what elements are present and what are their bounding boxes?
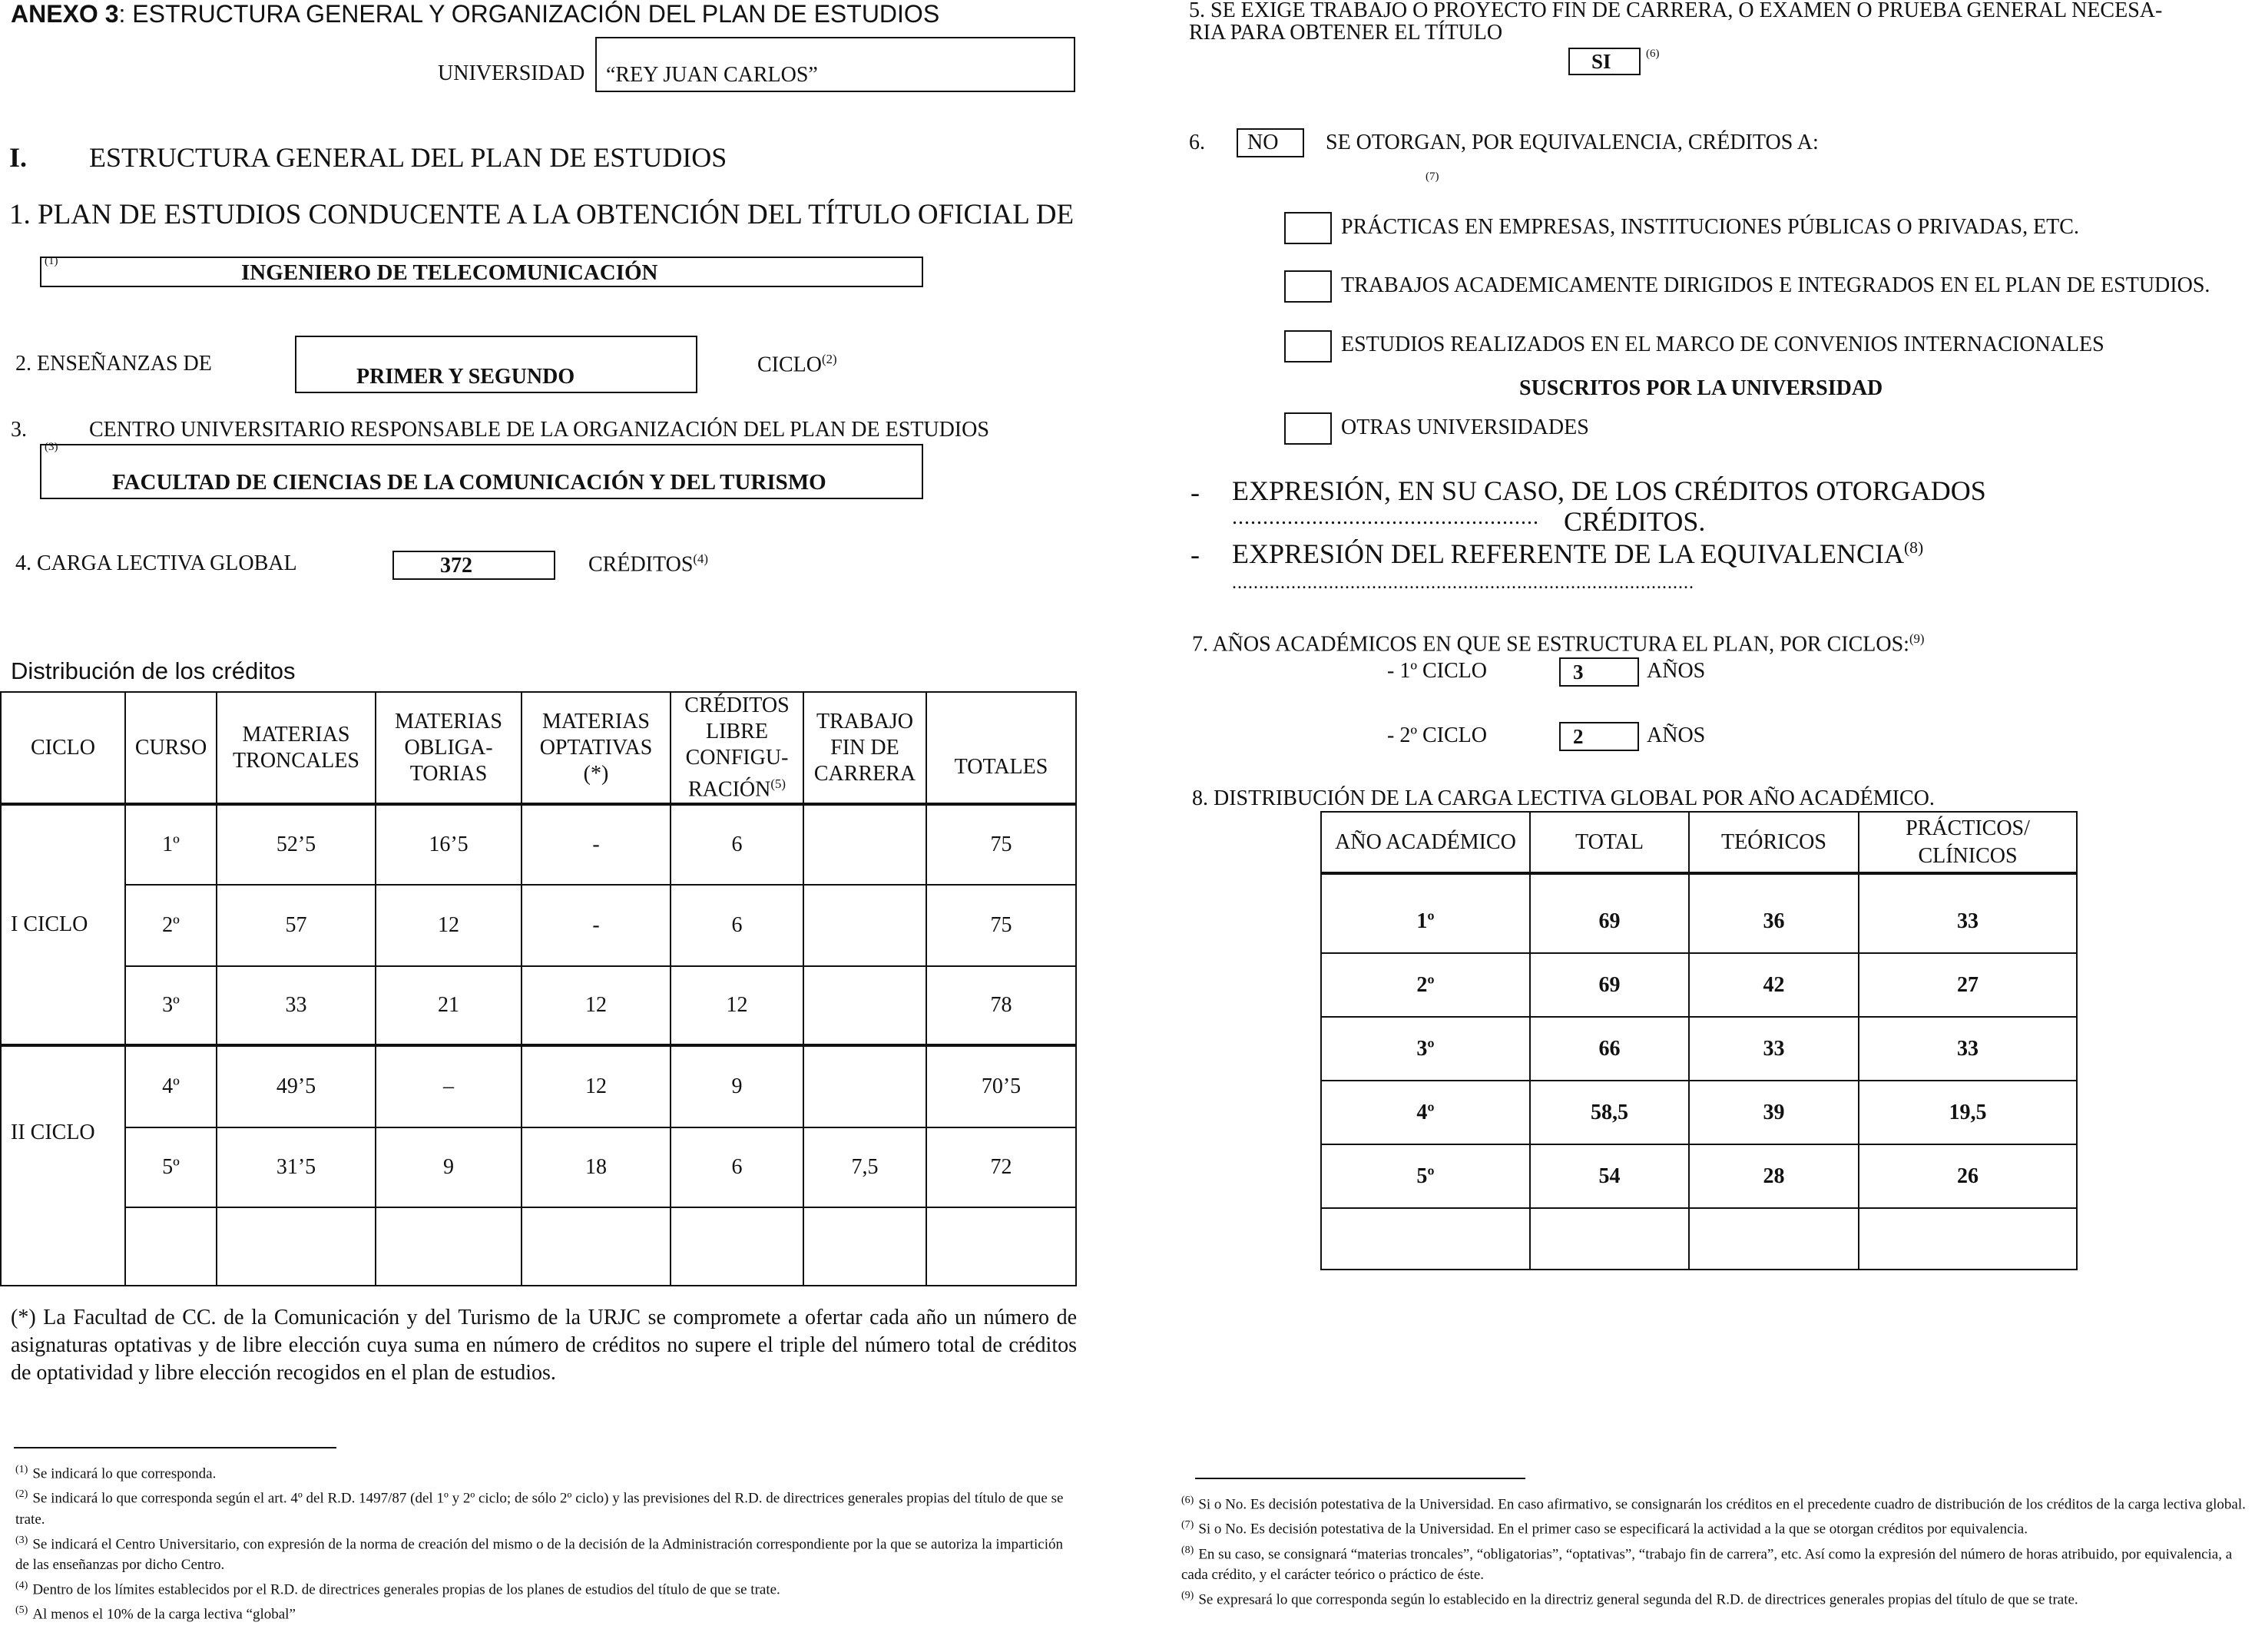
item7-label <box>1192 631 1925 657</box>
option-otras-universidades: OTRAS UNIVERSIDADES <box>1341 415 1589 439</box>
footnote-item: $^{(1)}$ Se indicará lo que corresponda. <box>15 1464 217 1482</box>
row4-totales: 70’5 <box>926 1045 1076 1127</box>
expr1-text: EXPRESIÓN, EN SU CASO, DE LOS CRÉDITOS OTORGADOS <box>1232 475 1986 506</box>
item2-note: (2) <box>822 352 837 366</box>
header-ciclo: CICLO <box>1 692 125 804</box>
table-row <box>1 1045 1076 1127</box>
year2-ano: 2º <box>1321 953 1530 1017</box>
year4-practicos: 19,5 <box>1859 1081 2077 1144</box>
year4-total: 58,5 <box>1530 1081 1689 1144</box>
year4-ano: 4º <box>1321 1081 1530 1144</box>
row1-curso: 1º <box>125 804 217 885</box>
year4-teoricos: 39 <box>1689 1081 1859 1144</box>
year2-teoricos: 42 <box>1689 953 1859 1017</box>
row5-totales: 72 <box>926 1127 1076 1207</box>
table-row <box>1 885 1076 966</box>
footnote-item: $^{(6)}$ Si o No. Es decisión potestativa de la Universidad. En caso afirmativo, se consignarán los créditos en el precedente cuadro de distribución de los créditos de la carga lectiva global. <box>1181 1495 2246 1513</box>
expr2-dash: - <box>1190 539 1200 570</box>
table-row-empty <box>1 1207 1076 1286</box>
cycle2-cell <box>1 1045 125 1286</box>
item6-note: (7) <box>1426 170 1439 183</box>
row3-obligatorias: 21 <box>376 966 522 1045</box>
row5-obligatorias: 9 <box>376 1127 522 1207</box>
item7-label-text: 7. AÑOS ACADÉMICOS EN QUE SE ESTRUCTURA EL PLAN, POR CICLOS: <box>1192 632 1909 657</box>
row3-libre: 12 <box>671 966 803 1045</box>
table-row <box>1321 873 2077 953</box>
section-numeral: I. <box>9 142 28 173</box>
item6-label: SE OTORGAN, POR EQUIVALENCIA, CRÉDITOS A: <box>1326 131 1819 154</box>
annual-header-row <box>1321 812 2077 873</box>
item3-number: 3. <box>11 418 27 442</box>
year3-teoricos: 33 <box>1689 1017 1859 1081</box>
row4-optativas: 12 <box>522 1045 671 1127</box>
table-row <box>1 966 1076 1045</box>
header-curso: CURSO <box>125 692 217 804</box>
table-row <box>1321 1017 2077 1081</box>
header-libre-configuracion: CRÉDITOS LIBRE CONFIGU- RACIÓN$^{(5)}$ <box>671 692 803 804</box>
center-note: (3) <box>45 441 58 453</box>
expr2-text <box>1232 538 1923 570</box>
university-value: “REY JUAN CARLOS” <box>606 63 818 87</box>
cycle2-years-field[interactable] <box>1559 722 1639 751</box>
checkbox-otras-universidades[interactable] <box>1284 412 1332 445</box>
row1-optativas: - <box>522 804 671 885</box>
degree-value: INGENIERO DE TELECOMUNICACIÓN <box>241 260 658 285</box>
footnotes-left <box>15 1459 1075 1625</box>
item8-label: 8. DISTRIBUCIÓN DE LA CARGA LECTIVA GLOBAL POR AÑO ACADÉMICO. <box>1192 786 1935 810</box>
row3-trabajo <box>803 966 926 1045</box>
item5-note: (6) <box>1646 48 1660 60</box>
year2-total: 69 <box>1530 953 1689 1017</box>
footnotes-right <box>1181 1490 2253 1610</box>
row1-libre: 6 <box>671 804 803 885</box>
row3-totales: 78 <box>926 966 1076 1045</box>
table-row <box>1321 953 2077 1017</box>
year1-practicos: 33 <box>1859 873 2077 953</box>
item5-line1: 5. SE EXIGE TRABAJO O PROYECTO FIN DE CARRERA, O EXAMEN O PRUEBA GENERAL NECESA- <box>1189 0 2163 22</box>
row5-troncales: 31’5 <box>217 1127 376 1207</box>
cycle2-years-label: - 2º CICLO <box>1387 723 1488 747</box>
total-credits-value: 372 <box>440 554 472 578</box>
equivalence-value: NO <box>1247 131 1279 154</box>
checkbox-practicas[interactable] <box>1284 212 1332 244</box>
option-practicas: PRÁCTICAS EN EMPRESAS, INSTITUCIONES PÚBLICAS O PRIVADAS, ETC. <box>1341 215 2079 239</box>
expr2-note: (8) <box>1903 538 1924 557</box>
footnote-item: $^{(5)}$ Al menos el 10% de la carga lectiva “global” <box>15 1604 296 1623</box>
university-field[interactable] <box>595 37 1075 92</box>
year1-ano: 1º <box>1321 873 1530 953</box>
checkbox-convenios[interactable] <box>1284 330 1332 363</box>
row4-curso: 4º <box>125 1045 217 1127</box>
row2-curso: 2º <box>125 885 217 966</box>
row5-trabajo: 7,5 <box>803 1127 926 1207</box>
year3-ano: 3º <box>1321 1017 1530 1081</box>
year5-practicos: 26 <box>1859 1144 2077 1208</box>
annex-title: : ESTRUCTURA GENERAL Y ORGANIZACIÓN DEL PLAN DE ESTUDIOS <box>118 0 940 28</box>
header-totales: TOTALES <box>926 692 1076 804</box>
row4-libre: 9 <box>671 1045 803 1127</box>
expr2-label: EXPRESIÓN DEL REFERENTE DE LA EQUIVALENCIA <box>1232 538 1904 569</box>
row5-optativas: 18 <box>522 1127 671 1207</box>
table-row <box>1321 1144 2077 1208</box>
table-row <box>1 804 1076 885</box>
item1-label: 1. PLAN DE ESTUDIOS CONDUCENTE A LA OBTENCIÓN DEL TÍTULO OFICIAL DE <box>9 199 1075 230</box>
row2-libre: 6 <box>671 885 803 966</box>
cycle2-years-unit: AÑOS <box>1647 723 1706 747</box>
cycle1-years-value: 3 <box>1573 660 1584 684</box>
equivalence-field[interactable] <box>1237 128 1304 157</box>
header-troncales: MATERIAS TRONCALES <box>217 692 376 804</box>
cycle2-label: II CICLO <box>11 1121 95 1145</box>
teaching-cycle-field[interactable] <box>295 336 697 393</box>
checkbox-trabajos[interactable] <box>1284 270 1332 303</box>
item4-note: (4) <box>693 551 708 566</box>
row4-obligatorias: – <box>376 1045 522 1127</box>
cycle1-cell: I CICLO <box>1 804 125 1045</box>
final-project-field[interactable] <box>1568 48 1641 75</box>
table-row <box>1321 1081 2077 1144</box>
expr1-unit: CRÉDITOS. <box>1564 506 1706 537</box>
center-value: FACULTAD DE CIENCIAS DE LA COMUNICACIÓN Y DEL TURISMO <box>112 470 826 495</box>
row5-libre: 6 <box>671 1127 803 1207</box>
row3-troncales: 33 <box>217 966 376 1045</box>
cycle1-years-unit: AÑOS <box>1647 659 1706 683</box>
header-trabajo-fin-carrera: TRABAJO FIN DE CARRERA <box>803 692 926 804</box>
year3-total: 66 <box>1530 1017 1689 1081</box>
row1-trabajo <box>803 804 926 885</box>
row2-totales: 75 <box>926 885 1076 966</box>
footnote-item: $^{(8)}$ En su caso, se consignará “materias troncales”, “obligatorias”, “optativas”, “trabajo fin de carrera”, etc. Así como la expresión del número de horas atribuido, por equivalencia, a cada crédito, y el carácter teórico o práctico de éste. <box>1181 1544 2233 1583</box>
annex-number: ANEXO 3 <box>11 0 119 28</box>
header-total: TOTAL <box>1530 812 1689 873</box>
footnote-rule-right <box>1195 1478 1525 1479</box>
distribution-title: Distribución de los créditos <box>11 657 296 684</box>
center-field[interactable] <box>40 441 923 499</box>
total-credits-field[interactable] <box>392 551 555 580</box>
footnote-item: $^{(9)}$ Se expresará lo que corresponda según lo establecido en la directriz general segunda del R.D. de directrices generales propias del título de que se trate. <box>1181 1589 2078 1608</box>
final-project-value: SI <box>1591 50 1611 73</box>
distribution-note: (*) La Facultad de CC. de la Comunicación y del Turismo de la URJC se compromete a ofertar cada año un número de asignaturas optativas y de libre elección cuya suma en número de créditos no supere el triple del número total de créditos de optatividad y libre elección recogidos en el plan de estudios. <box>11 1306 1077 1385</box>
expr2-dots: ...................................................................................... <box>1232 573 1694 593</box>
degree-note: (1) <box>45 255 58 267</box>
option-trabajos: TRABAJOS ACADEMICAMENTE DIRIGIDOS E INTEGRADOS EN EL PLAN DE ESTUDIOS. <box>1341 273 2210 297</box>
university-label: UNIVERSIDAD <box>438 61 585 85</box>
item2-suffix <box>757 352 837 377</box>
footnote-item: $^{(2)}$ Se indicará lo que corresponda según el art. 4º del R.D. 1497/87 (del 1º y 2º ciclo; de sólo 2º ciclo) y las previsiones del R.D. de directrices generales propias del título de que se trate. <box>15 1488 1064 1528</box>
item7-note: (9) <box>1909 631 1925 646</box>
year1-total: 69 <box>1530 873 1689 953</box>
row3-curso: 3º <box>125 966 217 1045</box>
row2-optativas: - <box>522 885 671 966</box>
item4-label: 4. CARGA LECTIVA GLOBAL <box>15 551 297 575</box>
footnote-item: $^{(4)}$ Dentro de los límites establecidos por el R.D. de directrices generales propias de los planes de estudios del título de que se trate. <box>15 1579 780 1598</box>
header-ano-academico: AÑO ACADÉMICO <box>1321 812 1530 873</box>
item4-suffix <box>588 551 708 577</box>
distribution-header-row <box>1 692 1076 804</box>
annex-heading <box>11 0 939 28</box>
option-convenios-sub: SUSCRITOS POR LA UNIVERSIDAD <box>1519 376 1883 400</box>
footnote-item: $^{(7)}$ Si o No. Es decisión potestativa de la Universidad. En el primer caso se especificará la actividad a la que se otorgan créditos por equivalencia. <box>1181 1519 2028 1538</box>
row4-troncales: 49’5 <box>217 1045 376 1127</box>
header-teoricos: TEÓRICOS <box>1689 812 1859 873</box>
footnote-rule-left <box>14 1447 336 1448</box>
item3-label: CENTRO UNIVERSITARIO RESPONSABLE DE LA ORGANIZACIÓN DEL PLAN DE ESTUDIOS <box>89 418 989 442</box>
year5-total: 54 <box>1530 1144 1689 1208</box>
section-title: ESTRUCTURA GENERAL DEL PLAN DE ESTUDIOS <box>89 142 727 173</box>
expr1-dots: .................................................. <box>1232 505 1539 529</box>
item2-suffix-text: CICLO <box>757 353 822 377</box>
row5-curso: 5º <box>125 1127 217 1207</box>
item5-line2: RIA PARA OBTENER EL TÍTULO <box>1189 21 1503 45</box>
row2-obligatorias: 12 <box>376 885 522 966</box>
header-obligatorias: MATERIAS OBLIGA- TORIAS <box>376 692 522 804</box>
row2-troncales: 57 <box>217 885 376 966</box>
table-row-empty <box>1321 1208 2077 1270</box>
year5-teoricos: 28 <box>1689 1144 1859 1208</box>
credit-distribution-table <box>0 691 1077 1286</box>
row1-totales: 75 <box>926 804 1076 885</box>
annual-load-table <box>1320 811 2078 1270</box>
degree-field[interactable] <box>40 257 923 287</box>
year5-ano: 5º <box>1321 1144 1530 1208</box>
option-convenios: ESTUDIOS REALIZADOS EN EL MARCO DE CONVENIOS INTERNACIONALES <box>1341 333 2104 356</box>
header-optativas: MATERIAS OPTATIVAS (*) <box>522 692 671 804</box>
table-row <box>1 1127 1076 1207</box>
header-practicos: PRÁCTICOS/ CLÍNICOS <box>1859 812 2077 873</box>
cycle1-years-field[interactable] <box>1559 657 1639 687</box>
cycle2-years-value: 2 <box>1573 725 1584 748</box>
year3-practicos: 33 <box>1859 1017 2077 1081</box>
teaching-cycle-value: PRIMER Y SEGUNDO <box>356 365 575 389</box>
year1-teoricos: 36 <box>1689 873 1859 953</box>
cycle1-years-label: - 1º CICLO <box>1387 659 1488 683</box>
row3-optativas: 12 <box>522 966 671 1045</box>
row1-troncales: 52’5 <box>217 804 376 885</box>
row1-obligatorias: 16’5 <box>376 804 522 885</box>
row4-trabajo <box>803 1045 926 1127</box>
footnote-item: $^{(3)}$ Se indicará el Centro Universitario, con expresión de la norma de creación del mismo o de la decisión de la Administración correspondiente por la que se autoriza la impartición de las enseñanzas por dicho Centro. <box>15 1534 1064 1573</box>
year2-practicos: 27 <box>1859 953 2077 1017</box>
item6-number: 6. <box>1189 131 1205 154</box>
row2-trabajo <box>803 885 926 966</box>
item4-suffix-text: CRÉDITOS <box>588 552 694 577</box>
item2-label: 2. ENSEÑANZAS DE <box>15 352 212 376</box>
expr1-dash: - <box>1190 477 1200 508</box>
